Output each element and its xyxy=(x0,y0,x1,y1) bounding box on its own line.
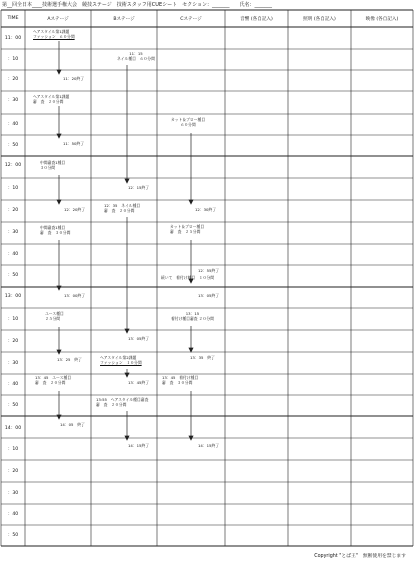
time-label: ：50 xyxy=(7,273,19,278)
cue-b-hair2-end: 13：45終了 xyxy=(128,380,150,385)
time-label: ：40 xyxy=(7,252,19,257)
cue-a-youth-judge: 13：45 ユース種目 審 査 ２０分間 xyxy=(35,375,72,386)
time-label: ：40 xyxy=(7,512,19,517)
time-label: ：50 xyxy=(7,533,19,538)
time-label: ：50 xyxy=(7,403,19,408)
cue-a-youth-judge-end: 14：05 終了 xyxy=(60,422,85,427)
cue-b-hair-judge: 13:55 ヘアスタイル種目審査 審 査 ２０分間 xyxy=(96,397,149,408)
time-label: ：20 xyxy=(7,208,19,213)
header-stage-c: Cステージ xyxy=(180,17,202,22)
cue-a-hair1: ヘアスタイル第1課題 ファッション ６０分間 xyxy=(33,29,75,40)
time-label: ：30 xyxy=(7,491,19,496)
arrow-head-icon xyxy=(57,134,61,138)
cue-a-mid1-end: 12：20終了 xyxy=(64,207,86,212)
arrow-head-icon xyxy=(57,200,61,204)
cue-a-hair1-end: 11：20終了 xyxy=(63,76,85,81)
header-stage-a: Aステージ xyxy=(47,17,69,22)
cue-a-mid1-judge: 中間審査1種目 審 査 ３０分間 xyxy=(40,225,71,236)
cue-b-nail-end: 12：15終了 xyxy=(128,185,150,190)
copyright-footer: Copyright "とば王" 無断使用を禁じます xyxy=(314,554,406,559)
header-stage-b: Bステージ xyxy=(113,17,135,22)
time-label: ：30 xyxy=(7,361,19,366)
time-label: ：50 xyxy=(7,143,19,148)
cue-a-youth: ユース種目 ２５分間 xyxy=(45,311,64,322)
time-label: ：30 xyxy=(7,98,19,103)
cue-b-nail-judge-end: 13：05終了 xyxy=(128,336,150,341)
time-label: ：40 xyxy=(7,122,19,127)
cue-a-mid1: 中間審査1種目 ３０分間 xyxy=(40,160,66,171)
cue-c-kimono2-end: 14：15終了 xyxy=(198,443,220,448)
cue-c-kimono-judge-end: 13：35 終了 xyxy=(190,355,215,360)
time-label: 13：00 xyxy=(4,294,22,299)
arrow-head-icon xyxy=(125,329,129,333)
header-time: TIME xyxy=(7,16,19,21)
cue-b-hair2: ヘアスタイル第2課題 ファッション １０分間 xyxy=(100,355,142,366)
time-label: ：20 xyxy=(7,77,19,82)
header-video: 映像 (各自記入) xyxy=(365,17,399,22)
time-label: ：30 xyxy=(7,230,19,235)
cue-c-cut-judge: カット＆ブロー種目 審 査 ２５分間 xyxy=(170,224,205,235)
cue-a-hair1-judge-end: 11：50終了 xyxy=(63,141,85,146)
time-label: 12：00 xyxy=(4,163,22,168)
cue-c-kimono-end: 13：05終了 xyxy=(198,293,220,298)
arrow-head-icon xyxy=(125,179,129,183)
time-label: 11：00 xyxy=(4,36,22,41)
time-label: 14：00 xyxy=(4,426,22,431)
cue-a-mid1-judge-end: 13：00終了 xyxy=(64,293,86,298)
cue-b-nail-judge: 12：35 ネイル種目 審 査 ２０分間 xyxy=(104,203,141,214)
cue-c-cut: カット＆ブロー種目 ６０分間 xyxy=(171,117,206,128)
cue-b-hair-judge-end: 14：15終了 xyxy=(128,443,150,448)
arrow-head-icon xyxy=(57,415,61,419)
time-label: ：20 xyxy=(7,339,19,344)
arrow-head-icon xyxy=(57,70,61,74)
cue-a-hair1-judge: ヘアスタイル第1課題 審 査 ２０分間 xyxy=(33,94,70,105)
cue-c-kimono: 続いて 着付け種目 １０分間 xyxy=(161,275,215,280)
time-label: ：40 xyxy=(7,382,19,387)
cue-c-kimono2: 13：45 着付け種目 審 査 ３０分間 xyxy=(162,375,199,386)
cue-a-youth-end: 13：25 終了 xyxy=(57,357,82,362)
arrow-head-icon xyxy=(125,373,129,377)
arrow-head-icon xyxy=(189,200,193,204)
header-sound: 音響 (各自記入) xyxy=(240,17,273,22)
time-label: ：10 xyxy=(7,57,19,62)
arrow-head-icon xyxy=(189,348,193,352)
time-label: ：10 xyxy=(7,317,19,322)
header-light: 照明 (各自記入) xyxy=(303,17,336,22)
cue-c-kimono-judge: 13：15 着付け種目審査 ２０分間 xyxy=(171,311,214,322)
time-label: ：10 xyxy=(7,447,19,452)
arrow-head-icon xyxy=(57,286,61,290)
cue-b-nail: 11：15 ネイル種目 ６０分間 xyxy=(117,51,155,62)
time-label: ：10 xyxy=(7,186,19,191)
cue-c-cut-judge-end: 12：55終了 xyxy=(198,268,220,273)
cue-c-cut-end: 12：30終了 xyxy=(195,207,217,212)
time-label: ：20 xyxy=(7,469,19,474)
sheet-title: 第__回全日本____技術選手権大会 競技ステージ 技術スタッフ用CUEシート セクション：_______ 氏名：_______ xyxy=(2,2,273,8)
